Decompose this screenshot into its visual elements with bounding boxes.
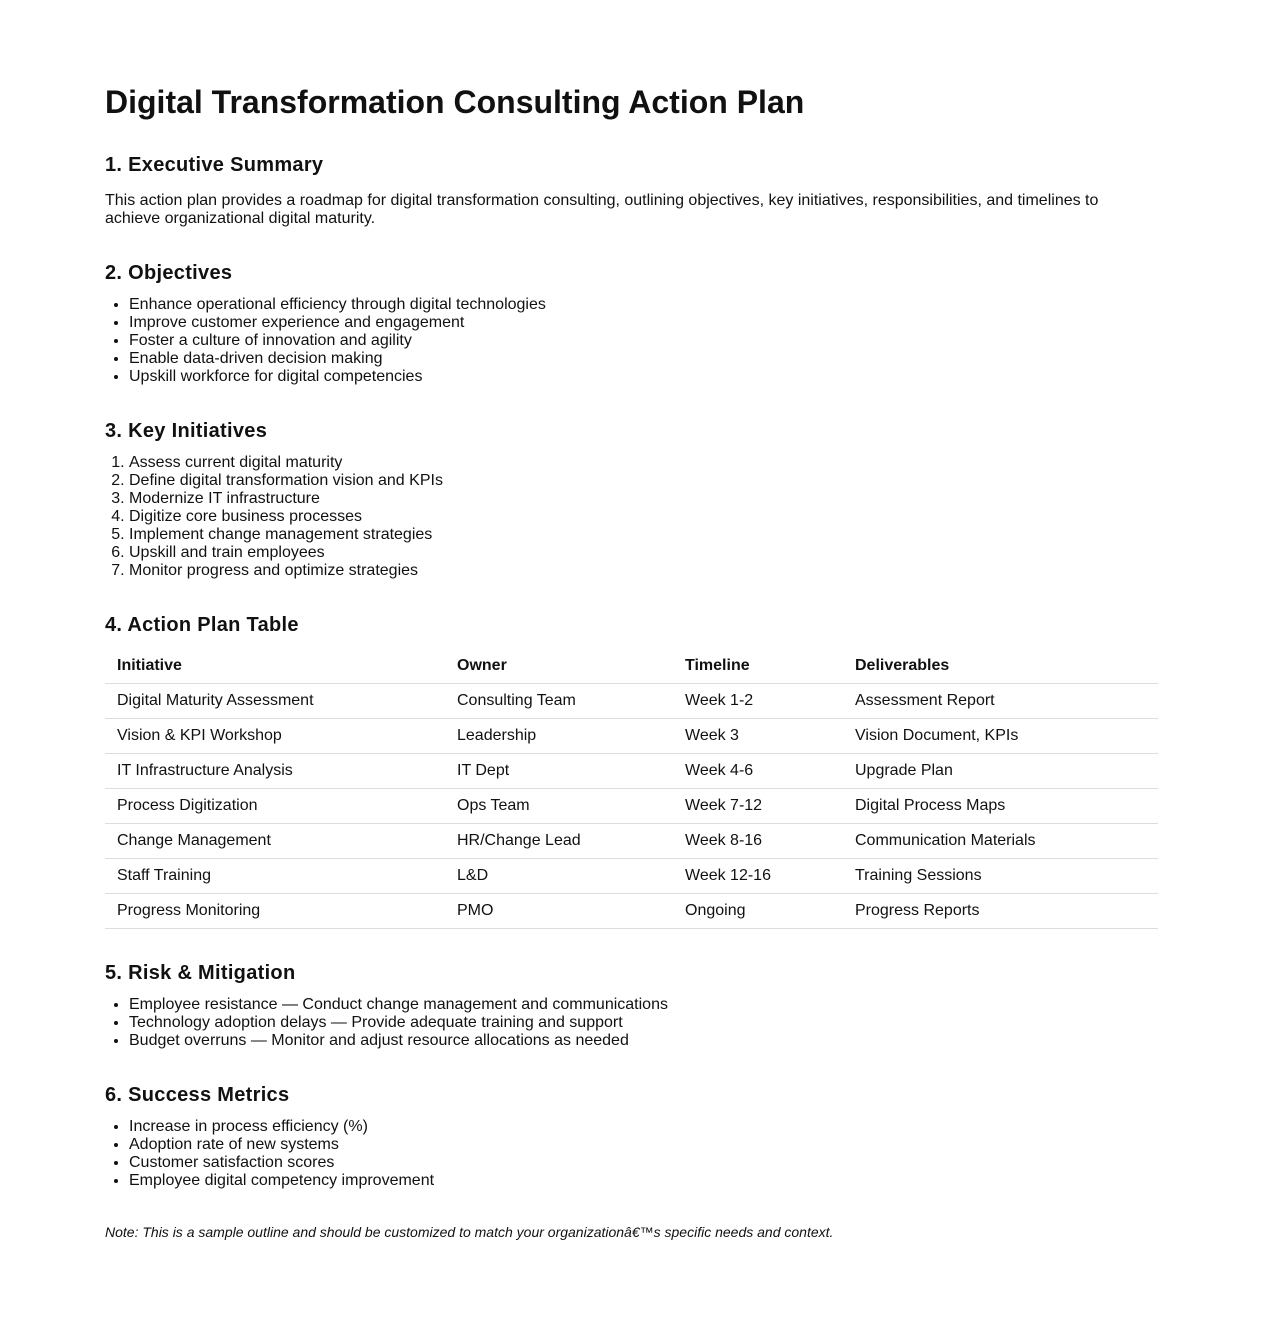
list-item: • Increase in process efficiency (%) (129, 1118, 434, 1136)
column-header-initiative: Initiative (105, 648, 445, 684)
list-item: • Employee resistance — Conduct change management and communications (129, 996, 668, 1014)
list-item: • Upskill workforce for digital competencies (129, 368, 546, 386)
column-header-deliverables: Deliverables (843, 648, 1158, 684)
list-item: 2. Define digital transformation vision and KPIs (129, 472, 443, 490)
cell-timeline: Week 3 (673, 719, 843, 754)
table-row (105, 719, 1158, 754)
cell-owner: Leadership (445, 719, 673, 754)
risk-mitigation-list (105, 996, 668, 1050)
cell-timeline: Week 4-6 (673, 754, 843, 789)
section-heading-action-plan-table: 4. Action Plan Table (105, 614, 299, 636)
list-item: • Adoption rate of new systems (129, 1136, 434, 1154)
page-title: Digital Transformation Consulting Action Plan (105, 84, 805, 120)
cell-deliverables: Progress Reports (843, 894, 1158, 929)
table-header-row (105, 648, 1158, 684)
table-row (105, 789, 1158, 824)
list-item: • Foster a culture of innovation and agility (129, 332, 546, 350)
table-row (105, 684, 1158, 719)
column-header-owner: Owner (445, 648, 673, 684)
cell-initiative: Vision & KPI Workshop (105, 719, 445, 754)
table-row (105, 824, 1158, 859)
list-item: 7. Monitor progress and optimize strategies (129, 562, 443, 580)
cell-deliverables: Vision Document, KPIs (843, 719, 1158, 754)
objectives-list (105, 296, 546, 386)
list-item: • Improve customer experience and engagement (129, 314, 546, 332)
cell-owner: PMO (445, 894, 673, 929)
cell-deliverables: Digital Process Maps (843, 789, 1158, 824)
column-header-timeline: Timeline (673, 648, 843, 684)
cell-initiative: Digital Maturity Assessment (105, 684, 445, 719)
section-heading-key-initiatives: 3. Key Initiatives (105, 420, 268, 442)
cell-initiative: IT Infrastructure Analysis (105, 754, 445, 789)
cell-timeline: Week 7-12 (673, 789, 843, 824)
list-item: 1. Assess current digital maturity (129, 454, 443, 472)
success-metrics-list (105, 1118, 434, 1190)
cell-owner: IT Dept (445, 754, 673, 789)
list-item: 3. Modernize IT infrastructure (129, 490, 443, 508)
footnote: Note: This is a sample outline and should be customized to match your organizationâ€™s specific needs and context. (105, 1224, 834, 1240)
cell-deliverables: Communication Materials (843, 824, 1158, 859)
executive-summary-text: This action plan provides a roadmap for digital transformation consulting, outlining objectives, key initiatives, responsibilities, and timelines to achieve organizational digital maturity. (105, 192, 1099, 227)
list-item: 6. Upskill and train employees (129, 544, 443, 562)
list-item: • Employee digital competency improvement (129, 1172, 434, 1190)
cell-deliverables: Upgrade Plan (843, 754, 1158, 789)
cell-owner: HR/Change Lead (445, 824, 673, 859)
cell-timeline: Week 1-2 (673, 684, 843, 719)
list-item: • Enhance operational efficiency through digital technologies (129, 296, 546, 314)
list-item: 5. Implement change management strategies (129, 526, 443, 544)
table-row (105, 859, 1158, 894)
list-item: • Enable data-driven decision making (129, 350, 546, 368)
cell-initiative: Progress Monitoring (105, 894, 445, 929)
cell-owner: L&D (445, 859, 673, 894)
action-plan-table (105, 648, 1158, 929)
cell-deliverables: Assessment Report (843, 684, 1158, 719)
cell-timeline: Ongoing (673, 894, 843, 929)
list-item: • Budget overruns — Monitor and adjust resource allocations as needed (129, 1032, 668, 1050)
cell-initiative: Staff Training (105, 859, 445, 894)
section-heading-executive-summary: 1. Executive Summary (105, 154, 324, 176)
table-row (105, 754, 1158, 789)
cell-owner: Consulting Team (445, 684, 673, 719)
cell-timeline: Week 12-16 (673, 859, 843, 894)
table-row (105, 894, 1158, 929)
cell-owner: Ops Team (445, 789, 673, 824)
cell-timeline: Week 8-16 (673, 824, 843, 859)
cell-initiative: Change Management (105, 824, 445, 859)
cell-deliverables: Training Sessions (843, 859, 1158, 894)
list-item: 4. Digitize core business processes (129, 508, 443, 526)
section-heading-risk-mitigation: 5. Risk & Mitigation (105, 962, 296, 984)
key-initiatives-list (105, 454, 443, 580)
cell-initiative: Process Digitization (105, 789, 445, 824)
list-item: • Technology adoption delays — Provide adequate training and support (129, 1014, 668, 1032)
section-heading-objectives: 2. Objectives (105, 262, 233, 284)
section-heading-success-metrics: 6. Success Metrics (105, 1084, 290, 1106)
list-item: • Customer satisfaction scores (129, 1154, 434, 1172)
